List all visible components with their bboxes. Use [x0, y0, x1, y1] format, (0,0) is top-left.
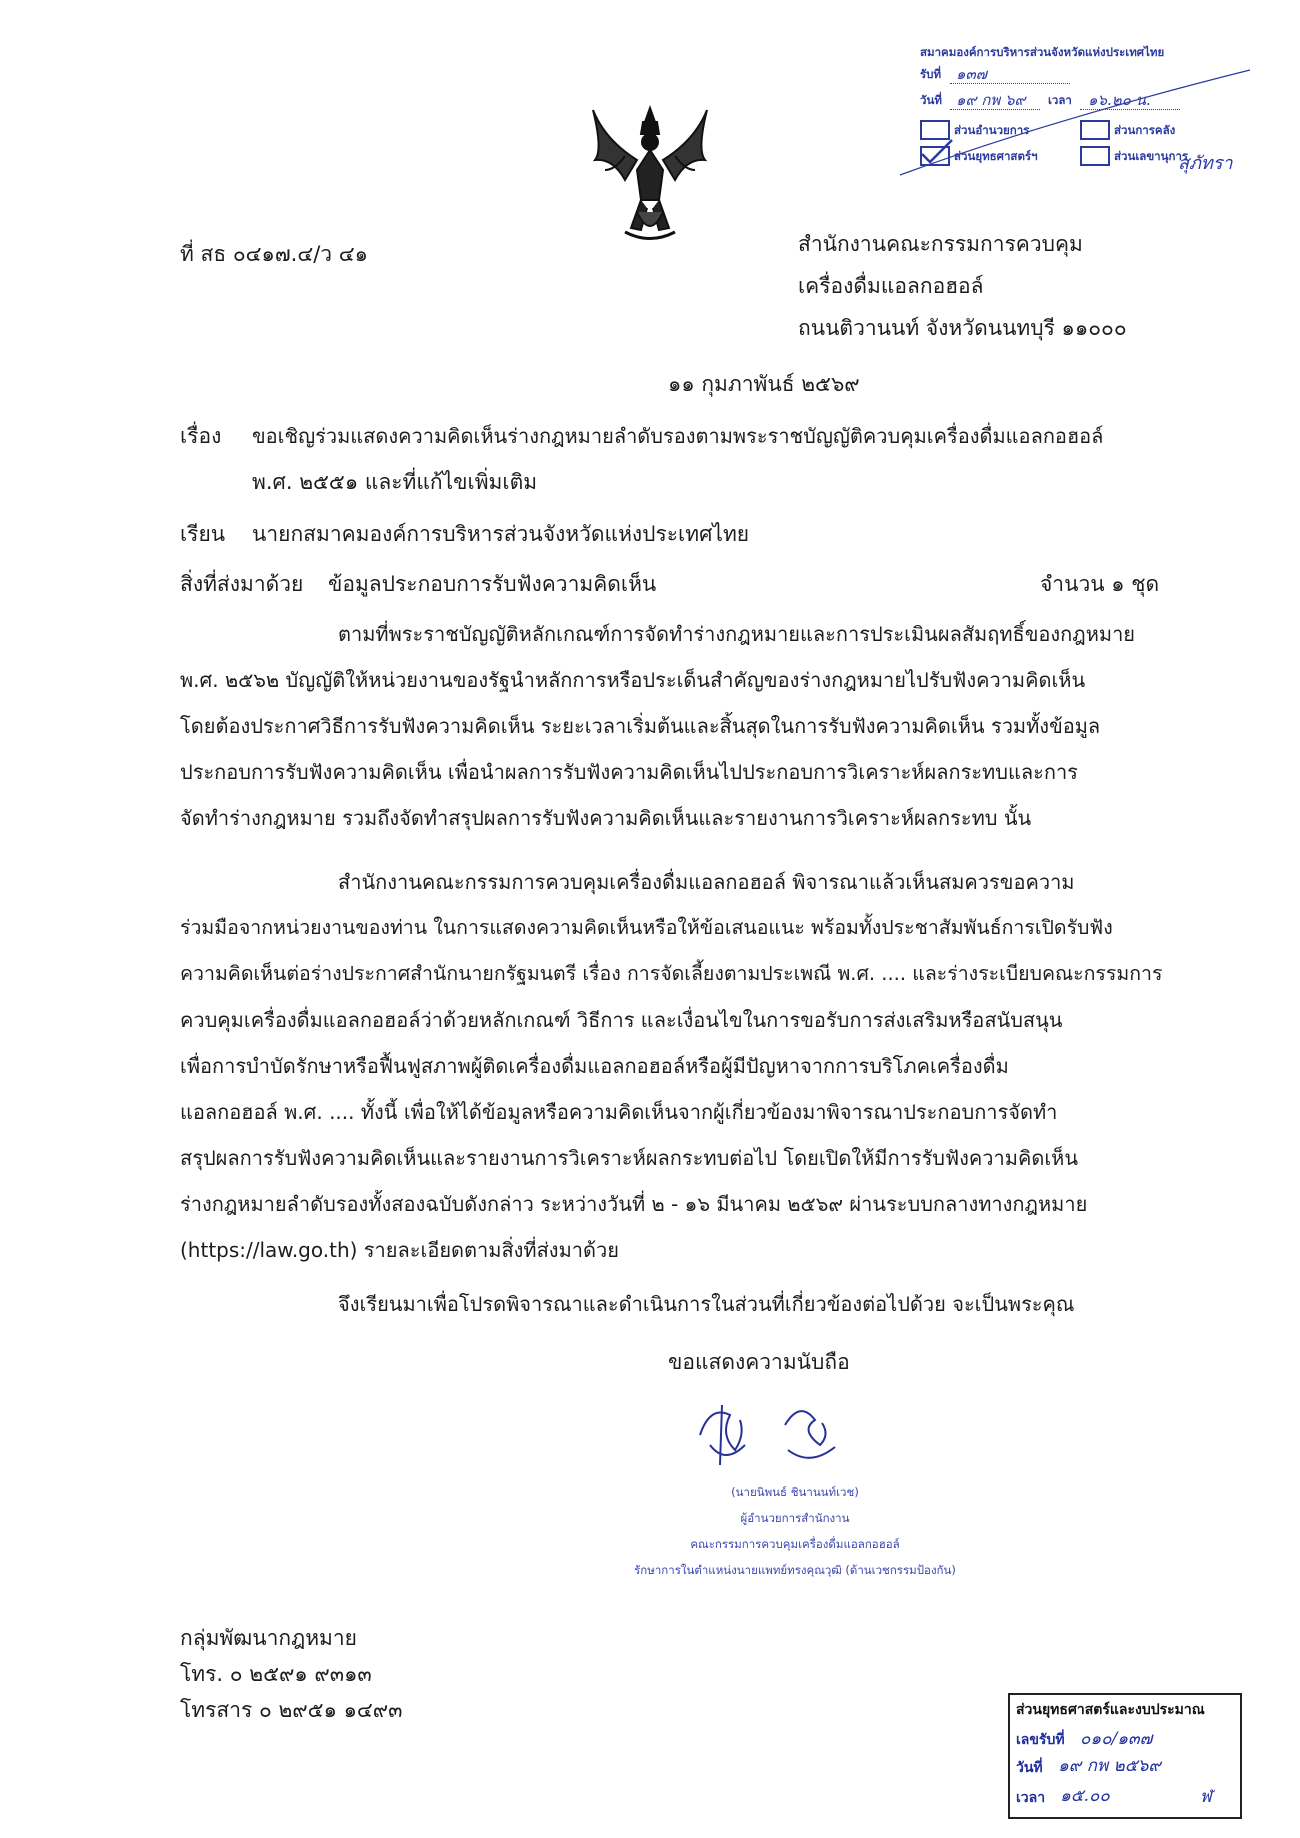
signer-position-1: ผู้อำนวยการสำนักงาน [740, 1511, 850, 1525]
garuda-emblem-icon [585, 100, 715, 250]
closing-regards: ขอแสดงความนับถือ [668, 1350, 850, 1374]
p2-line: ร่วมมือจากหน่วยงานของท่าน ในการแสดงความคิดเห็นหรือให้ข้อเสนอแนะ พร้อมทั้งประชาสัมพันธ์การเปิดรับฟัง [180, 916, 1113, 939]
subject-label: เรื่อง [180, 424, 222, 448]
recipient-label: เรียน [180, 522, 226, 546]
enclosure-quantity: จำนวน ๑ ชุด [1040, 572, 1160, 596]
signature-icon [690, 1395, 860, 1475]
p2-line: (https://law.go.th) รายละเอียดตามสิ่งที่ส่งมาด้วย [180, 1238, 619, 1262]
document-number: ที่ สธ ๐๔๑๗.๔/ว ๔๑ [180, 242, 368, 266]
stamp-bottom-time-label: เวลา [1016, 1790, 1046, 1806]
sender-line-2: เครื่องดื่มแอลกอฮอล์ [798, 274, 984, 298]
stamp-bottom-title: ส่วนยุทธศาสตร์และงบประมาณ [1016, 1702, 1205, 1718]
p1-line: จัดทำร่างกฎหมาย รวมถึงจัดทำสรุปผลการรับฟังความคิดเห็นและรายงานการวิเคราะห์ผลกระทบ นั้น [180, 806, 1032, 830]
p1-line: โดยต้องประกาศวิธีการรับฟังความคิดเห็น ระยะเวลาเริ่มต้นและสิ้นสุดในการรับฟังความคิดเห็น รวมทั้งข้อมูล [180, 714, 1101, 738]
letter-date: ๑๑ กุมภาพันธ์ ๒๕๖๙ [668, 372, 860, 396]
p2-line: สรุปผลการรับฟังความคิดเห็นและรายงานการวิเคราะห์ผลกระทบต่อไป โดยเปิดให้มีการรับฟังความคิดเห็น [180, 1146, 1079, 1170]
footer-tel: โทร. ๐ ๒๕๙๑ ๙๓๑๓ [180, 1662, 372, 1686]
p2-line: แอลกอฮอล์ พ.ศ. .... ทั้งนี้ เพื่อให้ได้ข้อมูลหรือความคิดเห็นจากผู้เกี่ยวข้องมาพิจารณาประกอบการจัดทำ [180, 1100, 1058, 1124]
enclosure-value: ข้อมูลประกอบการรับฟังความคิดเห็น [328, 572, 657, 596]
subject-line-1: ขอเชิญร่วมแสดงความคิดเห็นร่างกฎหมายลำดับรองตามพระราชบัญญัติควบคุมเครื่องดื่มแอลกอฮอล์ [252, 424, 1104, 448]
p2-line: เพื่อการบำบัดรักษาหรือฟื้นฟูสภาพผู้ติดเครื่องดื่มแอลกอฮอล์หรือผู้มีปัญหาจากการบริโภคเครื่องดื่ม [180, 1054, 1009, 1078]
stamp-bottom-no-label: เลขรับที่ [1016, 1732, 1065, 1748]
p1-line: ตามที่พระราชบัญญัติหลักเกณฑ์การจัดทำร่างกฎหมายและการประเมินผลสัมฤทธิ์ของกฎหมาย [338, 622, 1136, 646]
subject-line-2: พ.ศ. ๒๕๕๑ และที่แก้ไขเพิ่มเติม [252, 470, 538, 494]
p1-line: ประกอบการรับฟังความคิดเห็น เพื่อนำผลการรับฟังความคิดเห็นไปประกอบการวิเคราะห์ผลกระทบและการ [180, 760, 1078, 784]
receipt-stamp-bottom [1008, 1693, 1242, 1819]
signer-position-3: รักษาการในตำแหน่งนายแพทย์ทรงคุณวุฒิ (ด้านเวชกรรมป้องกัน) [634, 1563, 956, 1577]
checkbox-secretary-label: ส่วนเลขานุการ [1114, 149, 1189, 163]
enclosure-label: สิ่งที่ส่งมาด้วย [180, 572, 304, 596]
p2-line: สำนักงานคณะกรรมการควบคุมเครื่องดื่มแอลกอฮอล์ พิจารณาแล้วเห็นสมควรขอความ [338, 870, 1075, 894]
stamp-no-label: รับที่ [920, 67, 942, 81]
p1-line: พ.ศ. ๒๕๖๒ บัญญัติให้หน่วยงานของรัฐนำหลักการหรือประเด็นสำคัญของร่างกฎหมายไปรับฟังความคิดเห็น [180, 668, 1086, 692]
p2-line: ความคิดเห็นต่อร่างประกาศสำนักนายกรัฐมนตรี เรื่อง การจัดเลี้ยงตามประเพณี พ.ศ. .... และร่างระเบียบคณะกรรมการ [180, 962, 1163, 985]
sender-line-1: สำนักงานคณะกรรมการควบคุม [798, 232, 1083, 256]
stamp-bottom-date-value: ๑๙ กพ ๒๕๖๙ [1058, 1756, 1161, 1776]
checkbox-strategy-label: ส่วนยุทธศาสตร์ฯ [954, 149, 1038, 163]
stamp-time-value: ๑๖.๒๐ น. [1088, 91, 1151, 109]
recipient-name: นายกสมาคมองค์การบริหารส่วนจังหวัดแห่งประเทศไทย [252, 522, 750, 546]
signer-position-2: คณะกรรมการควบคุมเครื่องดื่มแอลกอฮอล์ [690, 1537, 900, 1551]
checkbox-admin-label: ส่วนอำนวยการ [954, 123, 1030, 137]
stamp-bottom-time-value: ๑๕.๐๐ [1060, 1786, 1110, 1806]
p2-line: ร่างกฎหมายลำดับรองทั้งสองฉบับดังกล่าว ระหว่างวันที่ ๒ - ๑๖ มีนาคม ๒๕๖๙ ผ่านระบบกลางทางกฎหมาย [180, 1192, 1088, 1216]
stamp-bottom-date-label: วันที่ [1016, 1760, 1043, 1776]
stamp-bottom-initial: ฬ [1200, 1787, 1212, 1807]
stamp-no-value: ๑๓๗ [956, 65, 988, 83]
stamp-time-label: เวลา [1048, 93, 1072, 107]
footer-unit: กลุ่มพัฒนากฎหมาย [180, 1626, 357, 1650]
sender-address: ถนนติวานนท์ จังหวัดนนทบุรี ๑๑๐๐๐ [798, 316, 1127, 340]
receipt-stamp-top [920, 40, 1250, 180]
p2-line: ควบคุมเครื่องดื่มแอลกอฮอล์ว่าด้วยหลักเกณฑ์ วิธีการ และเงื่อนไขในการขอรับการส่งเสริมหรือสนับสนุน [180, 1008, 1063, 1032]
stamp-bottom-no-value: ๐๑๐/๑๓๗ [1080, 1729, 1153, 1749]
footer-fax: โทรสาร ๐ ๒๙๕๑ ๑๔๙๓ [180, 1698, 403, 1722]
body-paragraph-3: จึงเรียนมาเพื่อโปรดพิจารณาและดำเนินการในส่วนที่เกี่ยวข้องต่อไปด้วย จะเป็นพระคุณ [338, 1292, 1075, 1316]
stamp-date-value: ๑๙ กพ ๖๙ [956, 91, 1026, 109]
checkbox-finance-label: ส่วนการคลัง [1114, 123, 1176, 137]
stamp-org: สมาคมองค์การบริหารส่วนจังหวัดแห่งประเทศไทย [920, 45, 1165, 59]
signer-name: (นายนิพนธ์ ชินานนท์เวช) [731, 1485, 859, 1499]
stamp-initial: สุภัทรา [1178, 153, 1233, 174]
stamp-date-label: วันที่ [920, 93, 942, 107]
stamp-slash-line [890, 60, 1260, 180]
